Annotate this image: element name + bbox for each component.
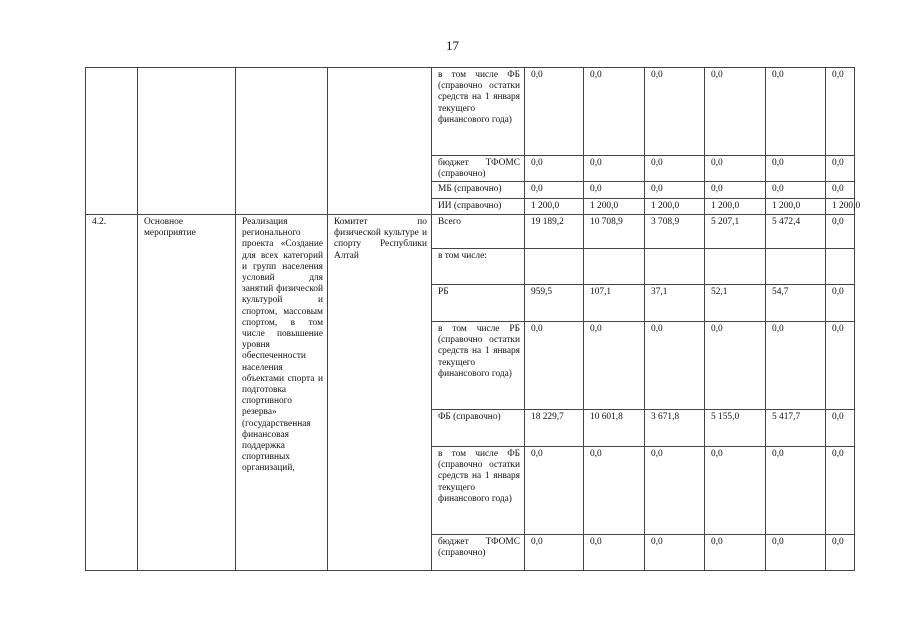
value-cell: 0,0 xyxy=(584,156,645,182)
value-cell: 0,0 xyxy=(584,447,645,535)
value-cell: 18 229,7 xyxy=(525,410,584,447)
value-cell: 1 200,0 xyxy=(525,199,584,215)
table-row xyxy=(86,68,855,156)
value-cell xyxy=(645,249,705,285)
value-cell: 52,1 xyxy=(705,285,766,322)
value-cell: 1 200,0 xyxy=(766,199,826,215)
value-cell: 0,0 xyxy=(766,322,826,410)
funding-source-label: ИИ (справочно) xyxy=(432,199,525,215)
value-cell: 0,0 xyxy=(525,447,584,535)
value-cell: 0,0 xyxy=(645,68,705,156)
value-cell: 0,0 xyxy=(645,447,705,535)
page-number: 17 xyxy=(446,38,459,53)
value-cell: 107,1 xyxy=(584,285,645,322)
value-cell xyxy=(766,249,826,285)
funding-source-label: бюджет ТФОМС (справочно) xyxy=(432,535,525,571)
value-cell: 0,0 xyxy=(525,156,584,182)
item-description: Реализация регионального проекта «Создание для всех категорий и групп населения условий для занятий физической культурой и спортом, массовым спортом, в том числе повышение уровня обеспеченности населения объектами спорта и подготовка спортивного резерва» (государственная финансовая поддержка спортивных организаций, xyxy=(236,215,328,571)
value-cell xyxy=(584,249,645,285)
value-cell: 5 417,7 xyxy=(766,410,826,447)
value-cell: 0,0 xyxy=(826,215,855,249)
funding-source-label: в том числе РБ (справочно остатки средств на 1 января текущего финансового года) xyxy=(432,322,525,410)
value-cell: 0,0 xyxy=(826,68,855,156)
value-cell: 0,0 xyxy=(705,156,766,182)
value-cell: 0,0 xyxy=(525,535,584,571)
value-cell: 5 155,0 xyxy=(705,410,766,447)
value-cell: 0,0 xyxy=(584,535,645,571)
value-cell: 0,0 xyxy=(584,68,645,156)
value-cell: 0,0 xyxy=(645,535,705,571)
value-cell: 0,0 xyxy=(766,68,826,156)
funding-source-label: Всего xyxy=(432,215,525,249)
table-row xyxy=(86,215,855,249)
value-cell: 10 708,9 xyxy=(584,215,645,249)
value-cell xyxy=(525,249,584,285)
value-cell: 0,0 xyxy=(525,182,584,199)
item-executor: Комитет по физической культуре и спорту Республики Алтай xyxy=(328,215,432,571)
value-cell: 0,0 xyxy=(705,447,766,535)
value-cell: 1 200,0 xyxy=(705,199,766,215)
value-cell: 3 671,8 xyxy=(645,410,705,447)
value-cell: 0,0 xyxy=(705,68,766,156)
funding-source-label: МБ (справочно) xyxy=(432,182,525,199)
value-cell: 0,0 xyxy=(766,182,826,199)
value-cell: 0,0 xyxy=(766,156,826,182)
value-cell: 54,7 xyxy=(766,285,826,322)
value-cell: 19 189,2 xyxy=(525,215,584,249)
value-cell: 0,0 xyxy=(766,535,826,571)
value-cell: 0,0 xyxy=(826,410,855,447)
value-cell: 0,0 xyxy=(645,182,705,199)
value-cell: 0,0 xyxy=(826,182,855,199)
value-cell: 0,0 xyxy=(705,182,766,199)
value-cell: 1 200,0 xyxy=(826,199,855,215)
item-description-cell xyxy=(236,68,328,215)
item-type: Основное мероприятие xyxy=(138,215,236,571)
value-cell: 0,0 xyxy=(705,535,766,571)
value-cell: 0,0 xyxy=(826,535,855,571)
funding-source-label: ФБ (справочно) xyxy=(432,410,525,447)
value-cell xyxy=(705,249,766,285)
value-cell: 10 601,8 xyxy=(584,410,645,447)
value-cell: 1 200,0 xyxy=(645,199,705,215)
value-cell: 5 207,1 xyxy=(705,215,766,249)
value-cell: 0,0 xyxy=(525,68,584,156)
value-cell: 0,0 xyxy=(525,322,584,410)
value-cell xyxy=(826,249,855,285)
value-cell: 0,0 xyxy=(645,322,705,410)
funding-source-label: РБ xyxy=(432,285,525,322)
value-cell: 0,0 xyxy=(826,156,855,182)
item-number-cell xyxy=(86,68,138,215)
funding-source-label: в том числе ФБ (справочно остатки средств на 1 января текущего финансового года) xyxy=(432,447,525,535)
value-cell: 1 200,0 xyxy=(584,199,645,215)
value-cell: 37,1 xyxy=(645,285,705,322)
value-cell: 0,0 xyxy=(826,447,855,535)
value-cell: 0,0 xyxy=(584,182,645,199)
value-cell: 959,5 xyxy=(525,285,584,322)
value-cell: 5 472,4 xyxy=(766,215,826,249)
value-cell: 0,0 xyxy=(584,322,645,410)
funding-source-label: в том числе: xyxy=(432,249,525,285)
funding-source-label: в том числе ФБ (справочно остатки средств на 1 января текущего финансового года) xyxy=(432,68,525,156)
item-executor-cell xyxy=(328,68,432,215)
funding-source-label: бюджет ТФОМС (справочно) xyxy=(432,156,525,182)
program-table xyxy=(85,67,861,571)
value-cell: 0,0 xyxy=(705,322,766,410)
item-type-cell xyxy=(138,68,236,215)
item-number: 4.2. xyxy=(86,215,138,571)
value-cell: 0,0 xyxy=(766,447,826,535)
value-cell: 3 708,9 xyxy=(645,215,705,249)
value-cell: 0,0 xyxy=(826,285,855,322)
value-cell: 0,0 xyxy=(826,322,855,410)
value-cell: 0,0 xyxy=(645,156,705,182)
